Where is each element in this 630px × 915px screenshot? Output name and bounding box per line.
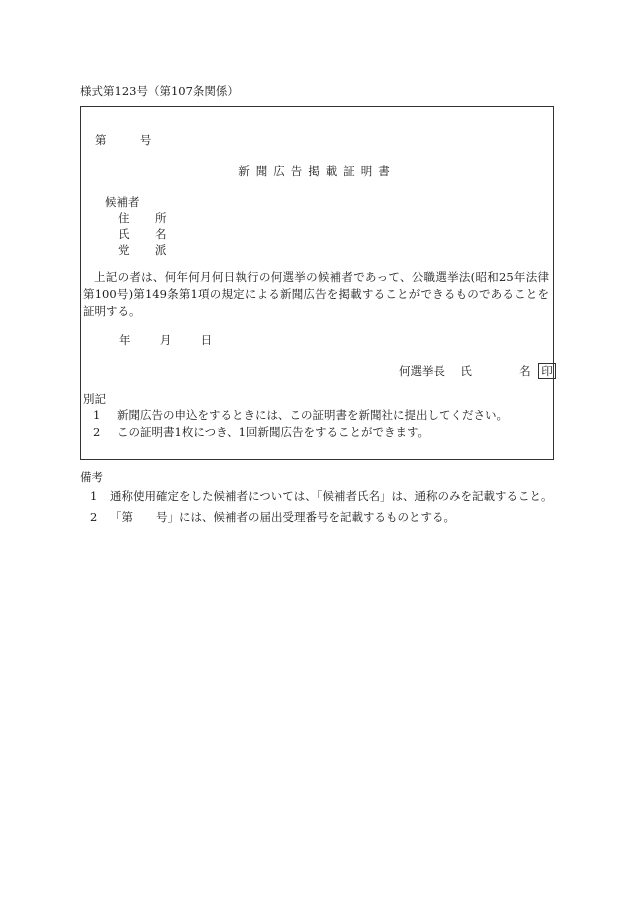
remarks-title: 備考: [80, 470, 103, 484]
month-label: 月: [159, 333, 172, 347]
certificate-box: [80, 106, 554, 460]
remark-item: [90, 489, 553, 503]
document-title: 新聞広告掲載証明書: [238, 164, 396, 178]
date-line: [119, 333, 212, 347]
remark-number: 1: [90, 489, 98, 503]
candidate-heading: 候補者: [105, 195, 140, 209]
remark-text: 「第 号」には、候補者の届出受理番号を記載するものとする。: [110, 510, 455, 524]
number-suffix: 号: [139, 133, 152, 147]
annex-item-number: 1: [93, 408, 101, 422]
candidate-name-label: [118, 227, 167, 241]
form-number-label: 様式第123号（第107条関係）: [80, 84, 239, 98]
remark-item: [90, 510, 455, 524]
label-char: 派: [155, 243, 167, 257]
signature-line: [399, 363, 556, 379]
day-label: 日: [200, 333, 213, 347]
candidate-address-label: [118, 211, 167, 225]
label-char: 党: [118, 243, 130, 257]
certification-body: 上記の者は、何年何月何日執行の何選挙の候補者であって、公職選挙法(昭和25年法律第100号)第149条第1項の規定による新聞広告を掲載することができるものであることを証明する。: [83, 270, 549, 318]
annex-item-number: 2: [93, 425, 101, 439]
annex-item: [93, 408, 508, 422]
certificate-number-line: [95, 133, 151, 147]
annex-item-text: 新聞広告の申込をするときには、この証明書を新聞社に提出してください。: [117, 408, 508, 422]
remark-text: 通称使用確定をした候補者については、「候補者氏名」は、通称のみを記載すること。: [110, 489, 553, 503]
label-char: 名: [155, 227, 167, 241]
label-char: 氏: [118, 227, 130, 241]
candidate-party-label: [118, 243, 167, 257]
year-label: 年: [119, 333, 131, 347]
seal-mark: 印: [538, 363, 556, 379]
remark-number: 2: [90, 510, 98, 524]
signer-title: 何選挙長: [399, 364, 445, 378]
annex-item-text: この証明書1枚につき、1回新聞広告をすることができます。: [117, 425, 430, 439]
signer-name-label-a: 氏: [460, 364, 472, 378]
number-prefix: 第: [95, 133, 107, 147]
signer-name-label-b: 名: [519, 364, 531, 378]
label-char: 住: [118, 211, 130, 225]
label-char: 所: [155, 211, 167, 225]
annex-title: 別記: [83, 392, 106, 406]
annex-item: [93, 425, 429, 439]
